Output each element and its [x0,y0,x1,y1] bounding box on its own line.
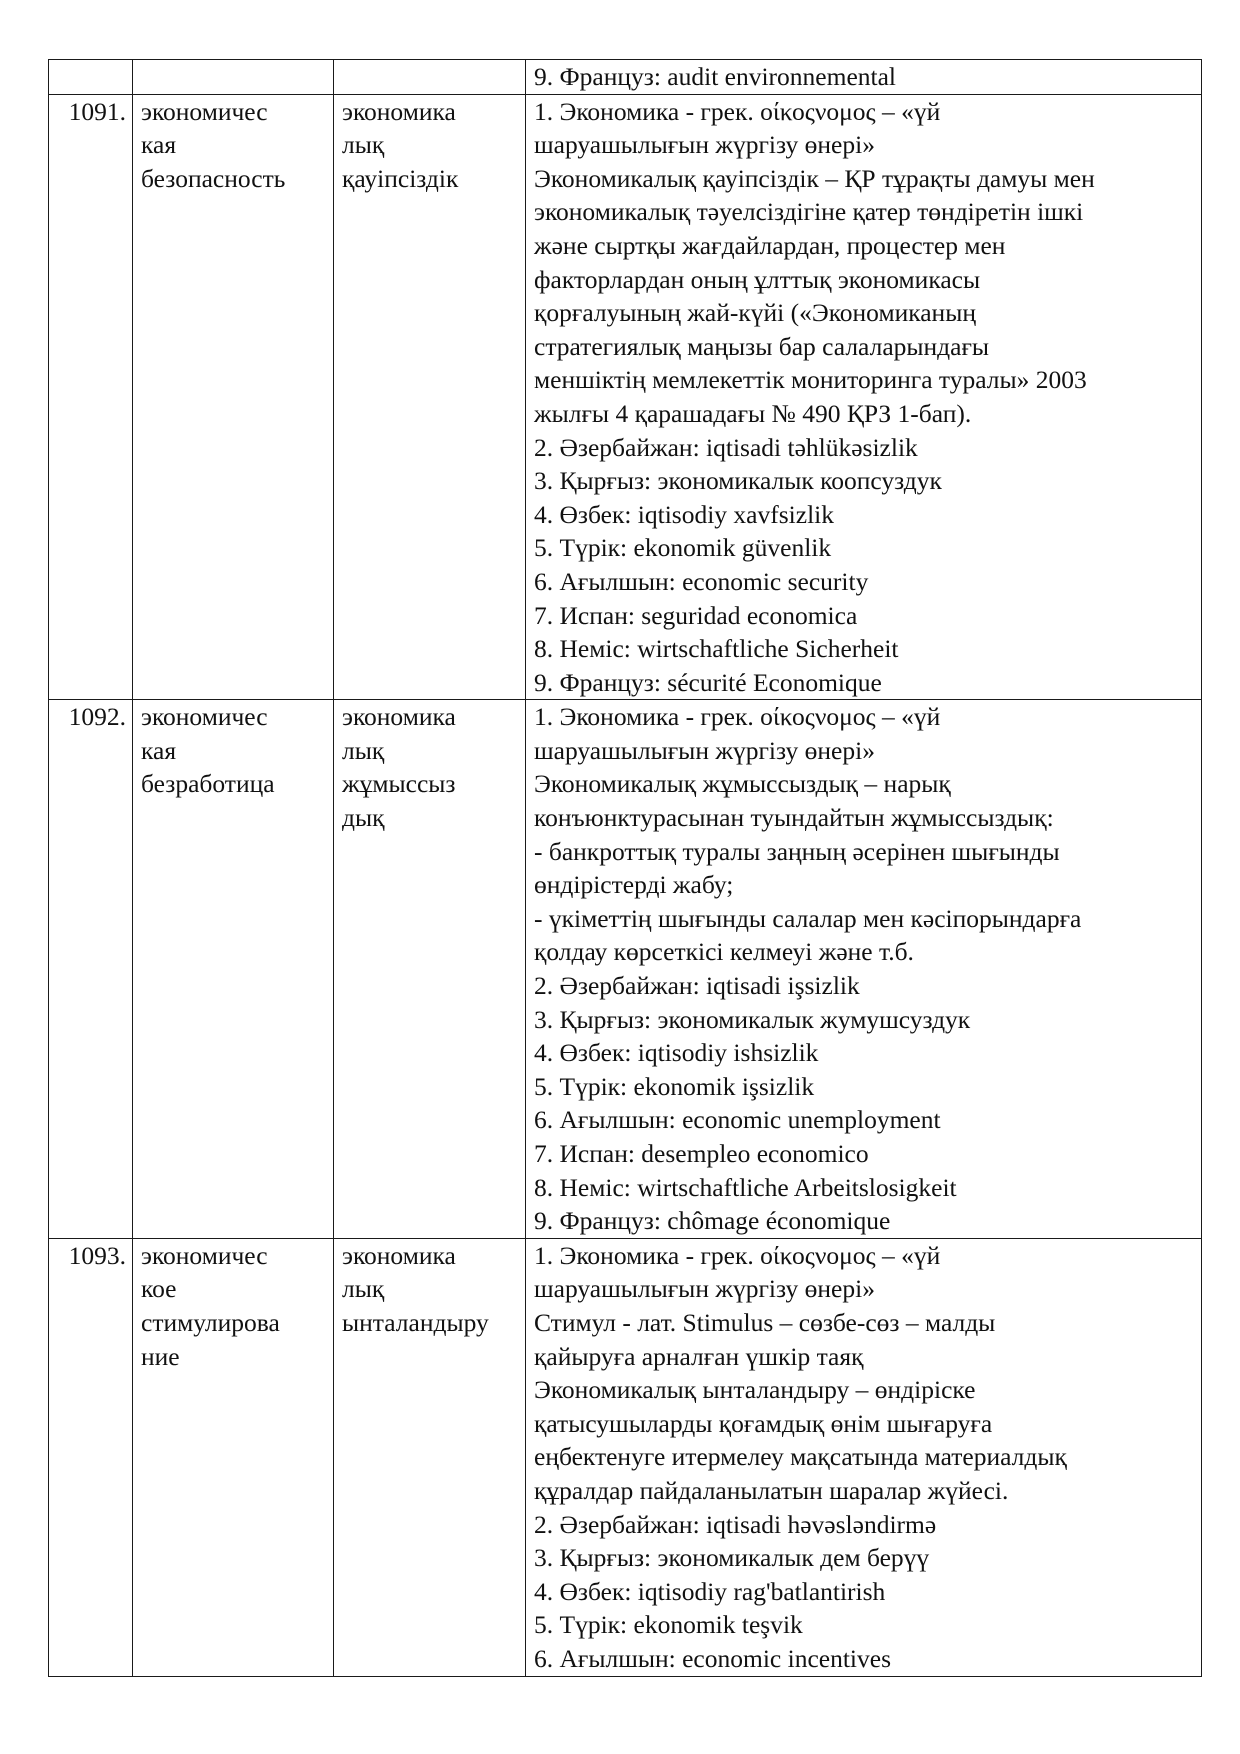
term-number: 1093. [68,1240,126,1270]
term-description-line: - үкіметтің шығынды салалар мен кәсіпорындарға [534,903,1082,933]
term-description-line: конъюнктурасынан туындайтын жұмыссыздық: [534,803,1054,833]
term-description-line: 4. Өзбек: iqtisodiy ishsizlik [534,1038,819,1068]
russian-term-line: экономичес [141,96,268,126]
term-description-cell [526,1238,1202,1676]
term-number-cell [49,60,133,95]
term-description-line: өндірістерді жабу; [534,870,734,900]
russian-term-line: кая [141,735,177,765]
term-description-line: 2. Әзербайжан: iqtisadi təhlükəsizlik [534,432,918,462]
term-number-cell [49,94,133,700]
term-number-cell [49,700,133,1239]
term-number: 1091. [68,96,126,126]
term-description-line: стратегиялық маңызы бар салаларындағы [534,331,990,361]
kazakh-term-line: лық [342,735,385,765]
term-description-line: меншіктің мемлекеттік мониторинга туралы» 2003 [534,365,1087,395]
term-description-line: 6. Ағылшын: economic unemployment [534,1105,941,1135]
term-description-line: 1. Экономика - грек. οίκοςνομος – «үй [534,96,941,126]
term-description-line: шаруашылығын жүргізу өнері» [534,735,875,765]
russian-term-cell [133,700,334,1239]
term-description-line: 5. Түрік: ekonomik teşvik [534,1610,803,1640]
russian-term-line: экономичес [141,1240,268,1270]
term-description-line: қатысушыларды қоғамдық өнім шығаруға [534,1408,993,1438]
russian-term-cell [133,1238,334,1676]
term-description-line: 2. Әзербайжан: iqtisadi işsizlik [534,971,860,1001]
kazakh-term-line: жұмыссыз [342,769,456,799]
term-description-line: 3. Қырғыз: экономикалык коопсуздук [534,466,942,496]
table-row [49,700,1202,1239]
term-description-line: 7. Испан: seguridad economica [534,600,858,630]
term-description-line: шаруашылығын жүргізу өнері» [534,1274,875,1304]
term-description-line: 3. Қырғыз: экономикалык жумушсуздук [534,1004,971,1034]
term-description-cell [526,94,1202,700]
russian-term-line: экономичес [141,702,268,732]
kazakh-term-line: лық [342,1274,385,1304]
russian-term-line: стимулирова [141,1307,280,1337]
kazakh-term-cell [334,700,526,1239]
table-row [49,60,1202,95]
term-description-line: 1. Экономика - грек. οίκοςνομος – «үй [534,702,941,732]
term-description-line: 5. Түрік: ekonomik işsizlik [534,1071,815,1101]
term-description-line: жылғы 4 қарашадағы № 490 ҚРЗ 1-бап). [534,398,972,428]
term-description-line: Экономикалық ынталандыру – өндіріске [534,1375,976,1405]
term-description-line: қорғалуының жай-күйі («Экономиканың [534,298,976,328]
kazakh-term-line: экономика [342,1240,456,1270]
table-row [49,1238,1202,1676]
term-description-line: қайыруға арналған үшкір таяқ [534,1341,864,1371]
term-description-cell [526,60,1202,95]
kazakh-term-cell [334,1238,526,1676]
kazakh-term-cell [334,94,526,700]
term-description-line: және сыртқы жағдайлардан, процестер мен [534,230,1006,260]
term-description-line: 9. Француз: sécurité Economique [534,667,882,697]
kazakh-term-line: лық [342,130,385,160]
term-description-line: 9. Француз: chômage économique [534,1206,891,1236]
term-description-line: Стимул - лат. Stimulus – сөзбе-сөз – малды [534,1307,996,1337]
term-description-line: 6. Ағылшын: economic security [534,566,869,596]
term-description-line: 3. Қырғыз: экономикалык дем берүү [534,1543,930,1573]
russian-term-line: безопасность [141,163,286,193]
kazakh-term-line: экономика [342,702,456,732]
term-number-cell [49,1238,133,1676]
russian-term-cell [133,94,334,700]
russian-term-line: кое [141,1274,177,1304]
term-description-line: - банкроттық туралы заңның әсерінен шығынды [534,836,1060,866]
russian-term-cell [133,60,334,95]
russian-term-line: кая [141,130,177,160]
russian-term-line: безработица [141,769,275,799]
term-description-line: 4. Өзбек: iqtisodiy xavfsizlik [534,499,834,529]
glossary-body [49,60,1202,1677]
russian-term-line: ние [141,1341,180,1371]
term-description-line: 6. Ағылшын: economic incentives [534,1643,891,1673]
term-description-line: қолдау көрсеткісі келмеуі және т.б. [534,937,914,967]
kazakh-term-cell [334,60,526,95]
term-description-line: құралдар пайдаланылатын шаралар жүйесі. [534,1475,1009,1505]
term-description-line: экономикалық тәуелсіздігіне қатер төндіретін ішкі [534,197,1084,227]
term-description-line: 4. Өзбек: iqtisodiy rag'batlantirish [534,1576,886,1606]
kazakh-term-line: экономика [342,96,456,126]
kazakh-term-line: дық [342,803,385,833]
glossary-table [48,59,1202,1677]
term-description-line: 8. Неміс: wirtschaftliche Arbeitslosigkeit [534,1172,957,1202]
term-description-line: 7. Испан: desempleo economico [534,1139,869,1168]
term-number: 1092. [68,702,126,732]
term-description-line: еңбектенуге итермелеу мақсатында материалдық [534,1442,1067,1472]
term-description-cell [526,700,1202,1239]
table-row [49,94,1202,700]
term-description-line: Экономикалық жұмыссыздық – нарық [534,769,951,799]
term-description-line: факторлардан оның ұлттық экономикасы [534,264,981,294]
kazakh-term-line: ынталандыру [342,1307,489,1337]
kazakh-term-line: қауіпсіздік [342,163,459,193]
term-description-line: 8. Неміс: wirtschaftliche Sicherheit [534,634,899,664]
term-description-line: 5. Түрік: ekonomik güvenlik [534,533,832,563]
term-description-line: 2. Әзербайжан: iqtisadi həvəsləndirmə [534,1509,937,1539]
term-description-line: 1. Экономика - грек. οίκοςνομος – «үй [534,1240,941,1270]
term-description-line: 9. Француз: audit environnemental [534,62,897,91]
term-description-line: Экономикалық қауіпсіздік – ҚР тұрақты дамуы мен [534,163,1095,193]
term-description-line: шаруашылығын жүргізу өнері» [534,130,875,160]
